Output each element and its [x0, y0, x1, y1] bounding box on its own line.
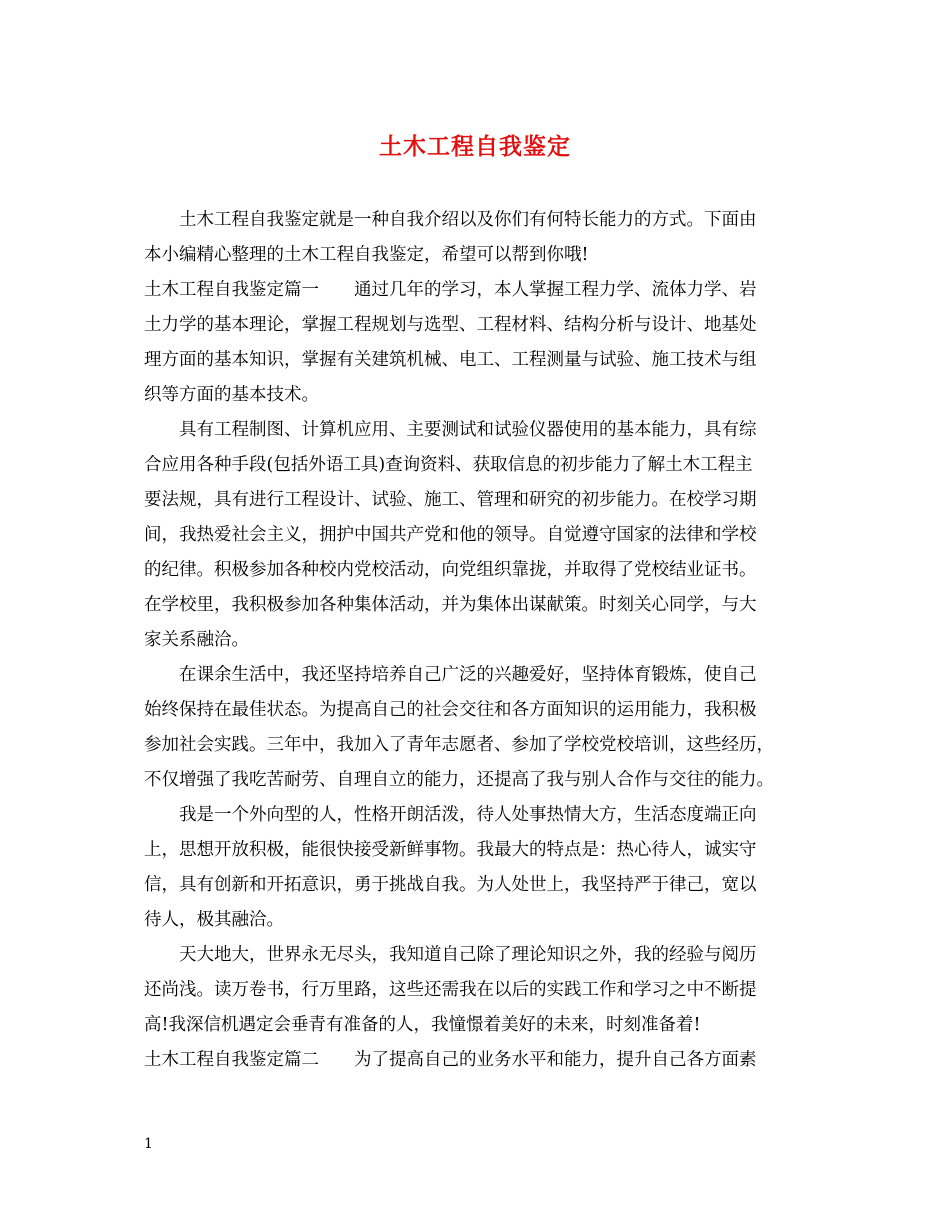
paragraph-line: 还尚浅。读万卷书，行万里路，这些还需我在以后的实践工作和学习之中不断提	[144, 980, 757, 1000]
paragraph-line: 在学校里，我积极参加各种集体活动，并为集体出谋献策。时刻关心同学，与大	[144, 595, 757, 615]
paragraph-line: 高!我深信机遇定会垂青有准备的人，我憧憬着美好的未来，时刻准备着!	[144, 1015, 701, 1035]
paragraph-line: 的纪律。积极参加各种校内党校活动，向党组织靠拢，并取得了党校结业证书。	[144, 560, 757, 580]
paragraph-line: 具有工程制图、计算机应用、主要测试和试验仪器使用的基本能力，具有综	[179, 420, 757, 440]
paragraph-line: 始终保持在最佳状态。为提高自己的社会交往和各方面知识的运用能力，我积极	[144, 700, 757, 720]
paragraph-line: 织等方面的基本技术。	[144, 385, 319, 405]
paragraph-line: 在课余生活中，我还坚持培养自己广泛的兴趣爱好，坚持体育锻炼，使自己	[179, 665, 757, 685]
paragraph-line: 天大地大，世界永无尽头，我知道自己除了理论知识之外，我的经验与阅历	[179, 945, 757, 965]
paragraph-line: 土木工程自我鉴定篇二 为了提高自己的业务水平和能力，提升自己各方面素	[144, 1050, 757, 1070]
page-number: 1	[144, 1136, 153, 1152]
paragraph-line: 信，具有创新和开拓意识，勇于挑战自我。为人处世上，我坚持严于律己，宽以	[144, 875, 757, 895]
paragraph-line: 土力学的基本理论，掌握工程规划与选型、工程材料、结构分析与设计、地基处	[144, 315, 757, 335]
paragraph-line: 间，我热爱社会主义，拥护中国共产党和他的领导。自觉遵守国家的法律和学校	[144, 525, 757, 545]
paragraph-line: 我是一个外向型的人，性格开朗活泼，待人处事热情大方，生活态度端正向	[179, 805, 757, 825]
paragraph-line: 不仅增强了我吃苦耐劳、自理自立的能力，还提高了我与别人合作与交往的能力。	[144, 770, 774, 790]
paragraph-line: 要法规，具有进行工程设计、试验、施工、管理和研究的初步能力。在校学习期	[144, 490, 757, 510]
paragraph-line: 合应用各种手段(包括外语工具)查询资料、获取信息的初步能力了解土木工程主	[144, 455, 753, 475]
paragraph-line: 参加社会实践。三年中，我加入了青年志愿者、参加了学校党校培训，这些经历，	[144, 735, 774, 755]
document-title: 土木工程自我鉴定	[379, 134, 571, 160]
paragraph-line: 理方面的基本知识，掌握有关建筑机械、电工、工程测量与试验、施工技术与组	[144, 350, 757, 370]
paragraph-line: 待人，极其融洽。	[144, 910, 284, 930]
paragraph-line: 土木工程自我鉴定就是一种自我介绍以及你们有何特长能力的方式。下面由	[179, 210, 757, 230]
paragraph-line: 上，思想开放积极，能很快接受新鲜事物。我最大的特点是：热心待人，诚实守	[144, 840, 757, 860]
paragraph-line: 土木工程自我鉴定篇一 通过几年的学习，本人掌握工程力学、流体力学、岩	[144, 280, 757, 300]
paragraph-line: 家关系融洽。	[144, 630, 249, 650]
paragraph-line: 本小编精心整理的土木工程自我鉴定，希望可以帮到你哦!	[144, 245, 589, 265]
